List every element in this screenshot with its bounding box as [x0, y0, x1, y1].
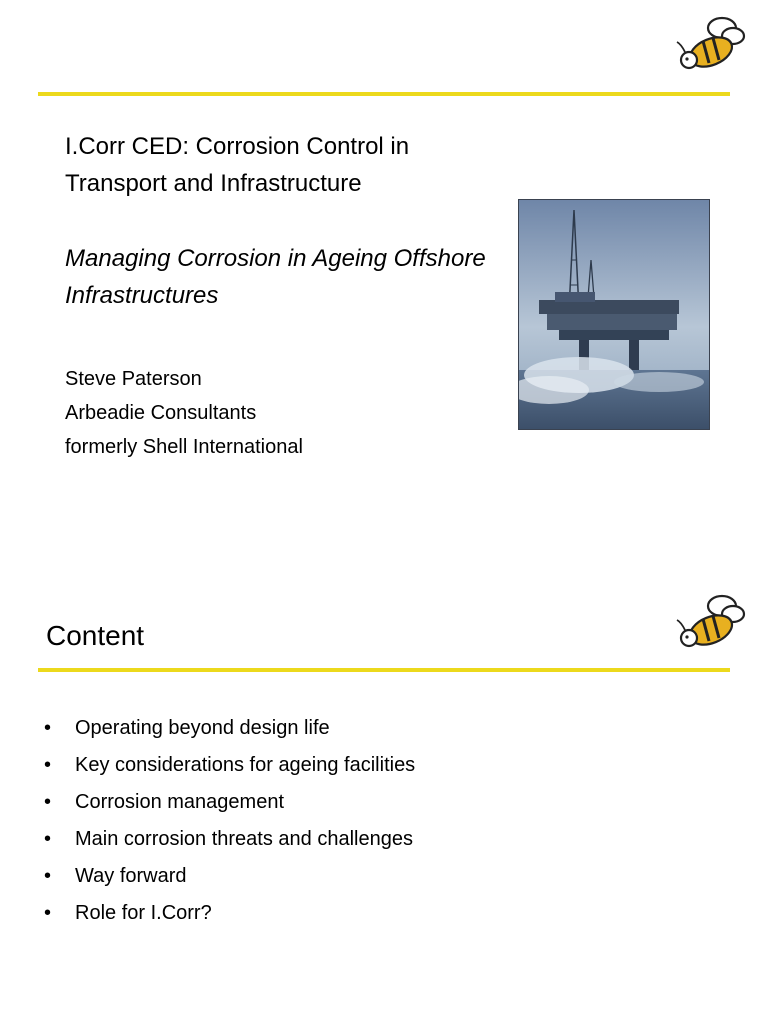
- author-name: Steve Paterson: [65, 368, 202, 390]
- author-block: [65, 362, 303, 464]
- accent-rule: [38, 92, 730, 96]
- offshore-platform-photo: [518, 199, 710, 430]
- list-item: • Main corrosion threats and challenges: [44, 821, 415, 858]
- bee-icon: [675, 592, 747, 652]
- slide-subtitle: Managing Corrosion in Ageing Offshore Infrastructures: [65, 245, 486, 309]
- content-slide: [0, 580, 768, 1024]
- bee-icon: [675, 14, 747, 74]
- author-company: Arbeadie Consultants: [65, 402, 257, 424]
- list-item: • Corrosion management: [44, 784, 415, 821]
- slide-title: I.Corr CED: Corrosion Control in Transport and Infrastructure: [65, 133, 410, 197]
- list-item: • Way forward: [44, 858, 415, 895]
- accent-rule: [38, 668, 730, 672]
- slide-title: Content: [46, 620, 145, 651]
- list-item: • Operating beyond design life: [44, 710, 415, 747]
- list-item: • Role for I.Corr?: [44, 895, 415, 932]
- author-former-affiliation: formerly Shell International: [65, 436, 303, 458]
- list-item: • Key considerations for ageing facilities: [44, 747, 415, 784]
- content-list: [44, 710, 415, 932]
